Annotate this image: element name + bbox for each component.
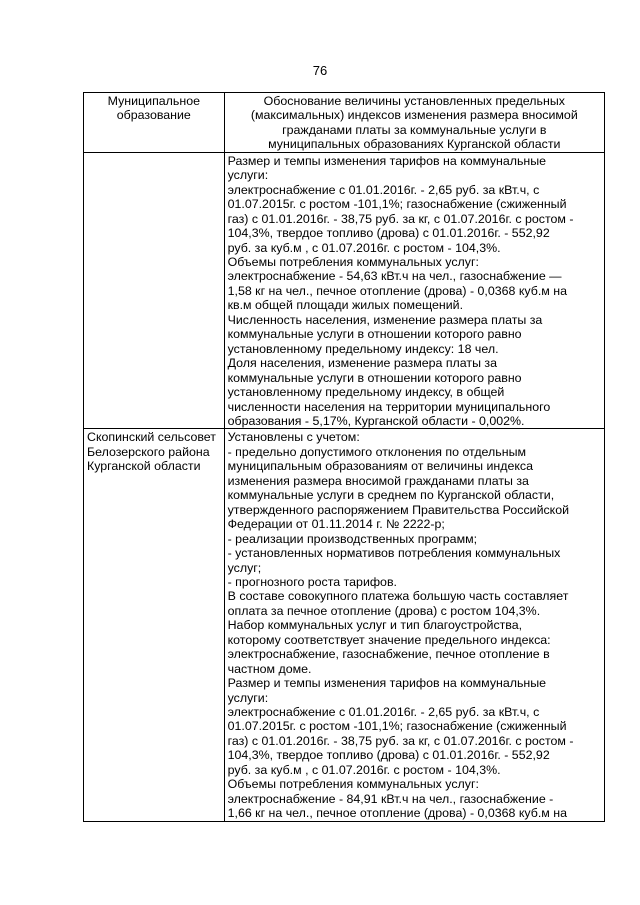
text-line: электроснабжение - 54,63 кВт.ч на чел., газоснабжение — [227, 269, 562, 284]
text-line: 1,66 кг на чел., печное отопление (дрова) - 0,0368 куб.м на [227, 806, 567, 821]
header-municipality [84, 93, 225, 153]
text-line: коммунальные услуги в отношении которого равно [227, 370, 522, 385]
text-line: - предельно допустимого отклонения по отдельным [227, 444, 526, 459]
text-line: численности населения на территории муниципального [227, 399, 551, 414]
municipality-name-line: Скопинский сельсовет [87, 430, 216, 445]
text-line: 01.07.2015г. с ростом -101,1%; газоснабжение (сжиженный [227, 719, 567, 734]
municipality-name-line: Белозерского района [87, 444, 210, 459]
header-justification-line: муниципальных образованиях Курганской области [268, 137, 561, 152]
text-line: газ) с 01.01.2016г. - 38,75 руб. за кг, с 01.07.2016г. с ростом - [227, 733, 574, 748]
header-justification-line: Обоснование величины установленных предельных [263, 94, 565, 108]
text-line: электроснабжение - 84,91 кВт.ч на чел., газоснабжение - [227, 791, 554, 806]
text-line: услуги: [227, 690, 269, 705]
table-row [84, 429, 605, 821]
text-line: коммунальные услуги в среднем по Курганской области, [227, 488, 555, 503]
header-justification-line: гражданами платы за коммунальные услуги в [282, 122, 547, 137]
text-line: изменения размера вносимой гражданами платы за [227, 473, 529, 488]
municipality-name-line: Курганской области [87, 459, 201, 474]
text-line: - реализации производственных программ; [227, 531, 478, 546]
text-line: которому соответствует значение предельного индекса: [227, 632, 551, 647]
text-line: Установлены с учетом: [227, 430, 360, 445]
text-line: установленному предельному индексу: 18 чел. [227, 341, 499, 356]
text-line: электроснабжение, газоснабжение, печное отопление в [227, 647, 550, 662]
header-justification-line: (максимальных) индексов изменения размера вносимой [250, 108, 578, 123]
row2-justification-cell [224, 429, 604, 821]
table-row [84, 152, 605, 429]
text-line: 104,3%, твердое топливо (дрова) с 01.01.2016г. - 552,92 [227, 226, 550, 241]
text-line: В составе совокупного платежа большую часть составляет [227, 589, 569, 604]
text-line: оплата за печное отопление (дрова) с ростом 104,3%. [227, 603, 541, 618]
text-line: кв.м общей площади жилых помещений. [227, 298, 464, 313]
text-line: Размер и темпы изменения тарифов на коммунальные [227, 153, 547, 168]
text-line: 01.07.2015г. с ростом -101,1%; газоснабжение (сжиженный [227, 197, 567, 212]
text-line: руб. за куб.м , с 01.07.2016г. с ростом - 104,3%. [227, 240, 501, 255]
text-line: - установленных нормативов потребления коммунальных [227, 546, 561, 561]
text-line: Численность населения, изменение размера платы за [227, 312, 543, 327]
text-line: коммунальные услуги в отношении которого равно [227, 327, 522, 342]
text-line: 104,3%, твердое топливо (дрова) с 01.01.2016г. - 552,92 [227, 748, 550, 763]
text-line: Размер и темпы изменения тарифов на коммунальные [227, 676, 547, 691]
text-line: газ) с 01.01.2016г. - 38,75 руб. за кг, с 01.07.2016г. с ростом - [227, 211, 574, 226]
text-line: Доля населения, изменение размера платы за [227, 356, 497, 371]
text-line: руб. за куб.м , с 01.07.2016г. с ростом - 104,3%. [227, 762, 501, 777]
page-number: 76 [312, 63, 328, 78]
text-line: услуги: [227, 168, 269, 183]
text-line: - прогнозного роста тарифов. [227, 574, 397, 589]
text-line: 1,58 кг на чел., печное отопление (дрова) - 0,0368 куб.м на [227, 283, 567, 298]
row1-municipality-cell [84, 152, 225, 429]
row2-municipality-cell [84, 429, 225, 821]
text-line: муниципальным образованиям от величины индекса [227, 459, 533, 474]
text-line: Объемы потребления коммунальных услуг: [227, 254, 479, 269]
text-line: частном доме. [227, 661, 312, 676]
row1-justification-cell [224, 152, 604, 429]
text-line: электроснабжение с 01.01.2016г. - 2,65 руб. за кВт.ч, с [227, 705, 540, 720]
text-line: установленному предельному индексу, в общей [227, 385, 505, 400]
text-line: образования - 5,17%, Курганской области - 0,002%. [227, 413, 525, 428]
text-line: Набор коммунальных услуг и тип благоустройства, [227, 618, 523, 633]
table-header-row [84, 93, 605, 153]
text-line: Объемы потребления коммунальных услуг: [227, 777, 479, 792]
header-municipality-line: образование [116, 108, 191, 123]
header-justification [224, 93, 604, 153]
text-line: электроснабжение с 01.01.2016г. - 2,65 руб. за кВт.ч, с [227, 182, 540, 197]
municipal-index-table [83, 92, 605, 822]
text-line: Федерации от 01.11.2014 г. № 2222-р; [227, 517, 445, 532]
text-line: утвержденного распоряжением Правительства Российской [227, 502, 570, 517]
text-line: услуг; [227, 560, 262, 575]
header-municipality-line: Муниципальное [107, 94, 200, 108]
